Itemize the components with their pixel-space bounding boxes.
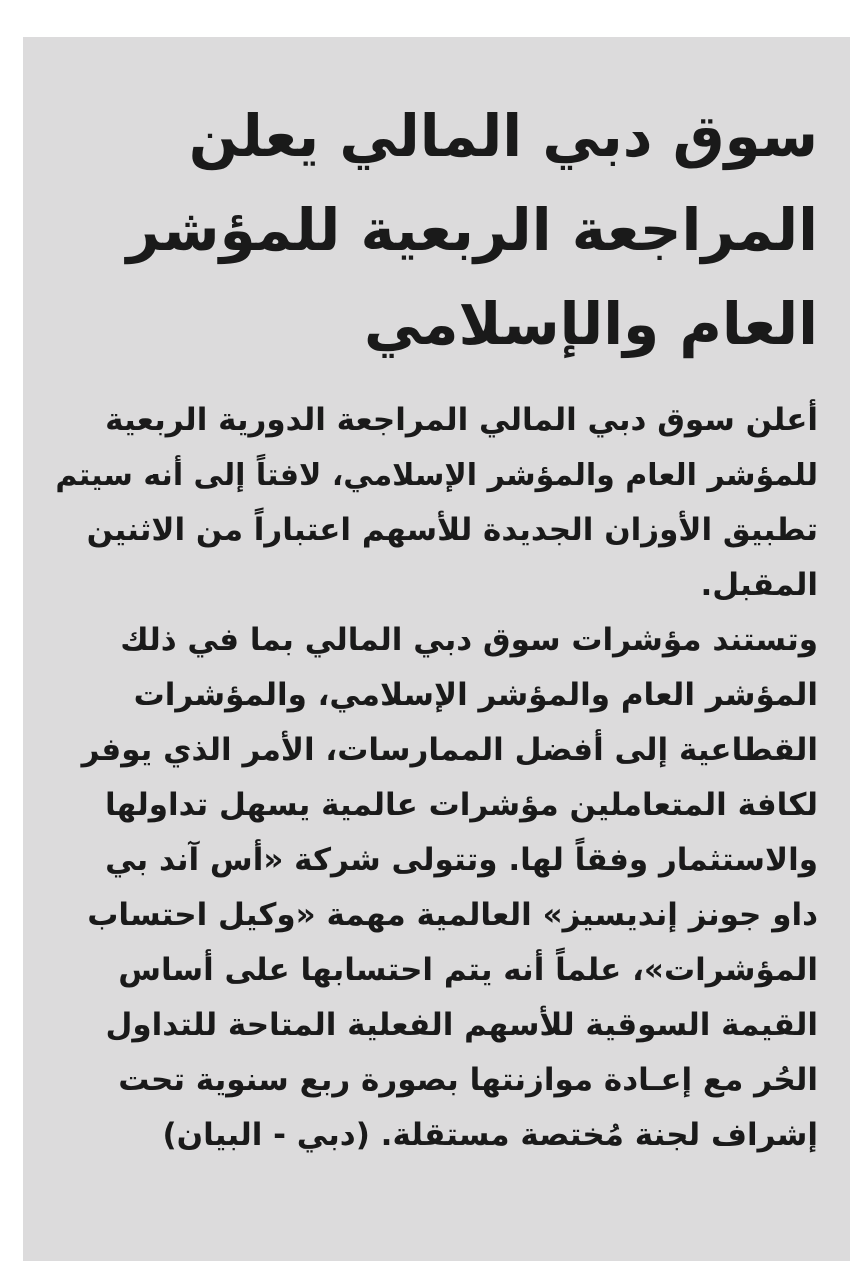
body-line: للمؤشر العام والمؤشر الإسلامي، لافتاً إلى أنه سيتم [55,458,818,493]
body-line: داو جونز إنديسيز» العالمية مهمة «وكيل احتساب [87,897,818,933]
body-line: لكافة المتعاملين مؤشرات عالمية يسهل تداولها [105,787,818,823]
body-line: إشراف لجنة مُختصة مستقلة. (دبي - البيان) [162,1117,818,1153]
headline-line: العام والإسلامي [363,290,818,358]
body-line: الحُر مع إعـادة موازنتها بصورة ربع سنوية تحت [118,1062,818,1098]
article-body [55,393,818,1163]
body-line: والاستثمار وفقاً لها. وتتولى شركة «أس آند بي [105,842,818,878]
body-line: القطاعية إلى أفضل الممارسات، الأمر الذي يوفر [81,732,818,768]
body-line: القيمة السوقية للأسهم الفعلية المتاحة للتداول [105,1007,818,1043]
headline-line: سوق دبي المالي يعلن [188,102,818,170]
body-line: تطبيق الأوزان الجديدة للأسهم اعتباراً من الاثنين [86,512,818,548]
body-line: المؤشر العام والمؤشر الإسلامي، والمؤشرات [133,677,818,713]
body-line: وتستند مؤشرات سوق دبي المالي بما في ذلك [120,622,818,658]
body-line: أعلن سوق دبي المالي المراجعة الدورية الربعية [105,402,818,438]
headline-line: المراجعة الربعية للمؤشر [126,196,818,264]
news-clipping [23,37,850,1261]
body-line: المؤشرات»، علماً أنه يتم احتسابها على أساس [118,952,818,988]
headline [55,89,818,371]
body-line: المقبل. [700,567,818,603]
